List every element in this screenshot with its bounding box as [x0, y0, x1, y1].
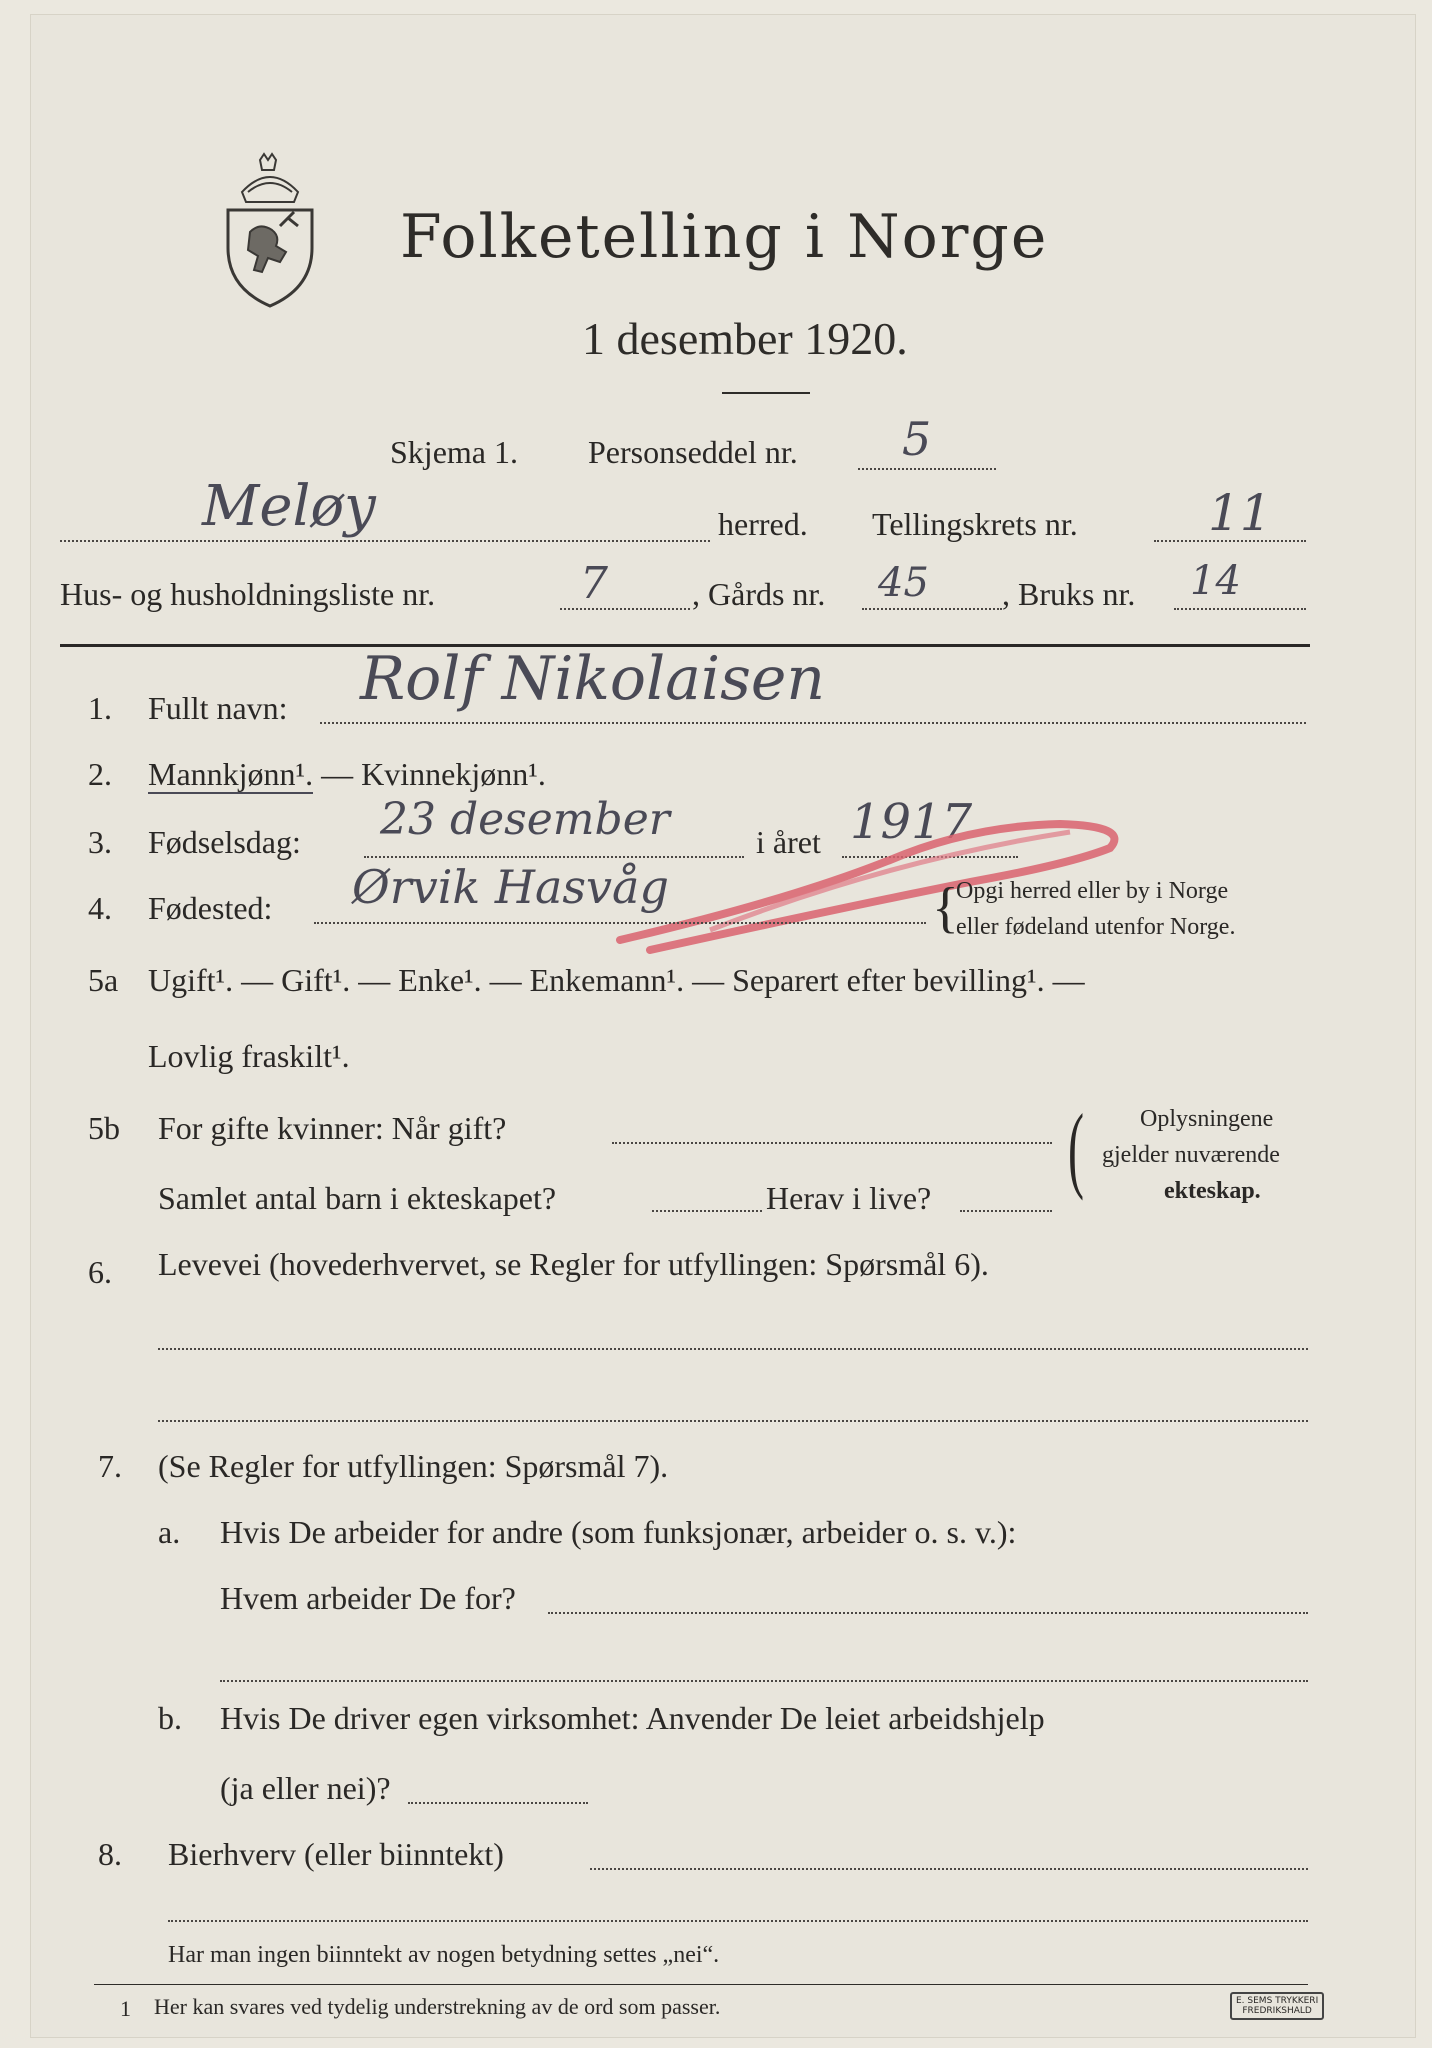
q6-line-1: [158, 1348, 1308, 1350]
gards-value[interactable]: 45: [878, 560, 929, 606]
q4-birthplace[interactable]: Ørvik Hasvåg: [352, 860, 669, 914]
q5b-brace: (: [1067, 1094, 1084, 1201]
q5a-options-line2[interactable]: Lovlig fraskilt¹.: [148, 1038, 350, 1074]
q3-number: 3.: [88, 824, 112, 860]
husliste-value[interactable]: 7: [580, 558, 608, 609]
q6-line-2: [158, 1420, 1308, 1422]
census-form: [30, 14, 1416, 2038]
q7a-letter: a.: [158, 1514, 181, 1550]
q5b-living-label: Herav i live?: [766, 1180, 932, 1216]
printer-mark: [1230, 1992, 1324, 2020]
q5b-living-line: [960, 1210, 1052, 1212]
q1-line: [320, 722, 1306, 724]
q5b-children-line: [652, 1210, 762, 1212]
q2-male-option[interactable]: Mannkjønn¹.: [148, 756, 314, 792]
title-divider: [722, 392, 810, 394]
bruks-label: , Bruks nr.: [1002, 576, 1136, 612]
q7a-answer-line-2: [220, 1680, 1308, 1682]
q7b-answer-line: [408, 1802, 588, 1804]
personseddel-line: [858, 468, 996, 470]
herred-line: [60, 540, 710, 542]
printer-line2: FREDRIKSHALD: [1242, 2006, 1312, 2016]
q5b-note-line3: ekteskap.: [1164, 1178, 1261, 1204]
husliste-label: Hus- og husholdningsliste nr.: [60, 576, 436, 612]
gards-line: [862, 608, 1002, 610]
footer-note: Har man ingen biinntekt av nogen betydning settes „nei“.: [168, 1942, 720, 1968]
bruks-value[interactable]: 14: [1190, 558, 1241, 604]
q8-label: Bierhverv (eller biinntekt): [168, 1836, 504, 1872]
footnote-text: Her kan svares ved tydelig understrekning av de ord som passer.: [154, 1994, 721, 2019]
form-title: Folketelling i Norge: [400, 202, 1049, 272]
q2-female-option[interactable]: Kvinnekjønn¹.: [361, 756, 546, 792]
q3-year-label: i året: [756, 824, 821, 860]
personseddel-label: Personseddel nr.: [588, 434, 798, 470]
census-date: 1 desember 1920.: [582, 313, 908, 364]
gards-label: , Gårds nr.: [692, 576, 826, 612]
q5b-married-line: [612, 1142, 1052, 1144]
q4-note-line2: eller fødeland utenfor Norge.: [956, 914, 1236, 940]
q5b-children-label: Samlet antal barn i ekteskapet?: [158, 1180, 557, 1216]
q8-line-2: [168, 1920, 1308, 1922]
q5a-number: 5a: [88, 962, 119, 998]
q2-number: 2.: [88, 756, 112, 792]
q7a-line2: Hvem arbeider De for?: [220, 1580, 516, 1616]
q3-label: Fødselsdag:: [148, 824, 301, 860]
q6-label: Levevei (hovederhvervet, se Regler for utfyllingen: Spørsmål 6).: [158, 1246, 989, 1282]
tellingskrets-value[interactable]: 11: [1208, 484, 1272, 542]
q5b-note-line1: Oplysningene: [1140, 1106, 1274, 1132]
q5b-number: 5b: [88, 1110, 120, 1146]
schema-label: Skjema 1.: [390, 434, 518, 470]
q3-birthday[interactable]: 23 desember: [380, 794, 670, 845]
q1-number: 1.: [88, 690, 112, 726]
herred-label: herred.: [718, 506, 808, 542]
q1-label: Fullt navn:: [148, 690, 288, 726]
q7b-letter: b.: [158, 1700, 182, 1736]
printer-line1: E. SEMS TRYKKERI: [1236, 1996, 1319, 2006]
q2-options: [148, 756, 546, 793]
q4-note-line1: Opgi herred eller by i Norge: [956, 878, 1229, 904]
q7-number: 7.: [98, 1448, 122, 1484]
q1-full-name[interactable]: Rolf Nikolaisen: [360, 644, 826, 714]
footnote-rule: [94, 1984, 1308, 1985]
q5b-married-label: For gifte kvinner: Når gift?: [158, 1110, 507, 1146]
footnote-number: 1: [120, 1996, 131, 2021]
q7a-line1: Hvis De arbeider for andre (som funksjonær, arbeider o. s. v.):: [220, 1514, 1017, 1550]
bruks-line: [1174, 608, 1306, 610]
q4-line: [314, 922, 926, 924]
q4-brace: {: [932, 877, 959, 939]
q4-label: Fødested:: [148, 890, 273, 926]
norwegian-coat-of-arms-icon: [220, 152, 320, 312]
herred-value[interactable]: Meløy: [202, 474, 376, 539]
personseddel-value[interactable]: 5: [902, 412, 932, 466]
q2-separator: —: [313, 756, 362, 792]
q8-line-1: [590, 1868, 1308, 1870]
q6-number: 6.: [88, 1254, 112, 1290]
q7-label: (Se Regler for utfyllingen: Spørsmål 7).: [158, 1448, 669, 1484]
q7a-answer-line: [548, 1612, 1308, 1614]
q8-number: 8.: [98, 1836, 122, 1872]
q7b-line1: Hvis De driver egen virksomhet: Anvender De leiet arbeidshjelp: [220, 1700, 1045, 1736]
tellingskrets-label: Tellingskrets nr.: [872, 506, 1078, 542]
q5a-options[interactable]: Ugift¹. — Gift¹. — Enke¹. — Enkemann¹. — Separert efter bevilling¹. —: [148, 962, 1085, 998]
q7b-line2: (ja eller nei)?: [220, 1770, 391, 1806]
q3-year[interactable]: 1917: [850, 794, 973, 850]
q4-number: 4.: [88, 890, 112, 926]
q5b-note-line2: gjelder nuværende: [1102, 1142, 1280, 1168]
